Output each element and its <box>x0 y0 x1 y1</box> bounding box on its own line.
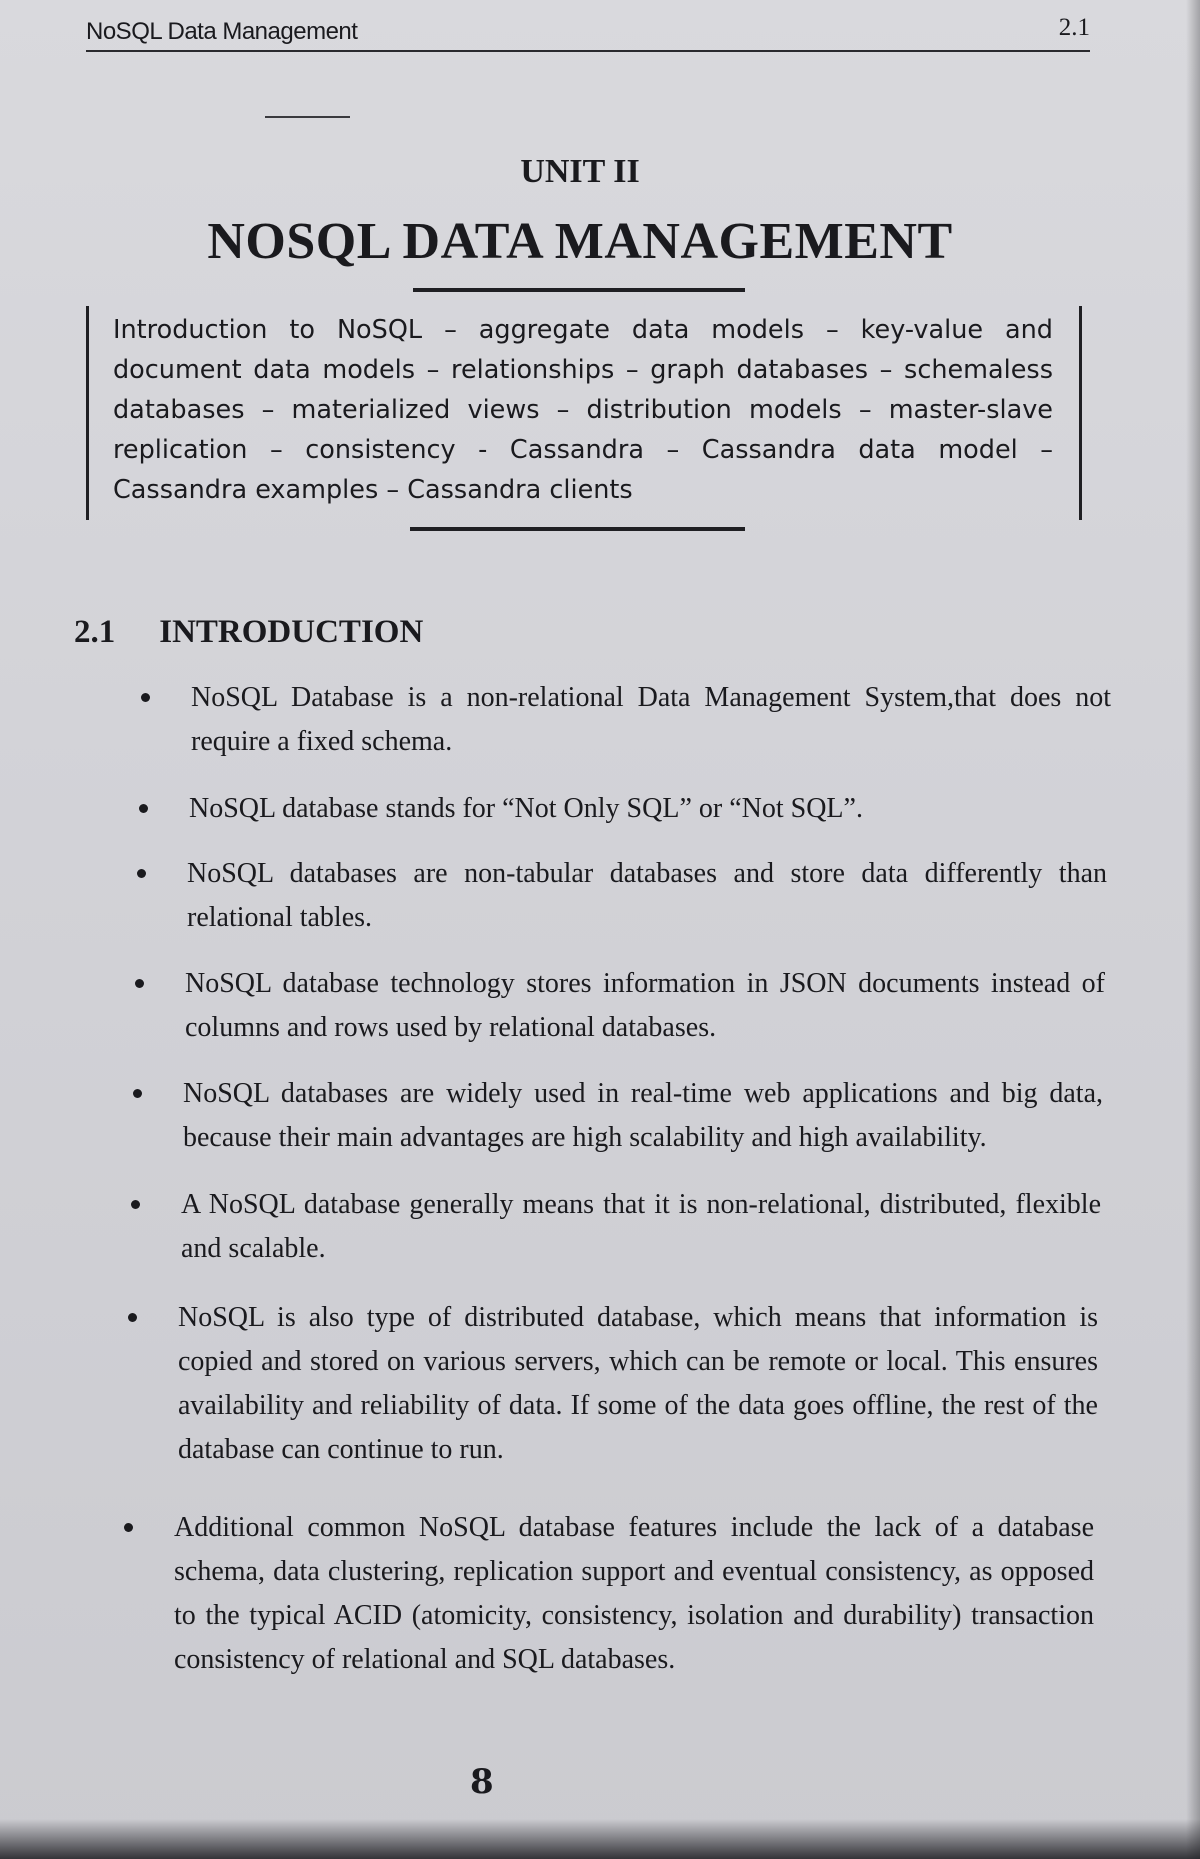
bullet-text: NoSQL database stands for “Not Only SQL” or “Not SQL”. <box>189 793 863 824</box>
running-header <box>86 14 1090 52</box>
bullet-item <box>181 1183 1101 1271</box>
bullet-item <box>189 787 1109 831</box>
bullet-dot-icon <box>139 804 148 813</box>
section-title: INTRODUCTION <box>159 614 424 650</box>
bullet-dot-icon <box>141 693 150 702</box>
bullet-dot-icon <box>131 1200 140 1209</box>
rule-top <box>413 288 745 292</box>
chapter-title: NOSQL DATA MANAGEMENT <box>207 213 953 270</box>
running-title: NoSQL Data Management <box>86 18 358 45</box>
page-number: 2.1 <box>1058 14 1090 41</box>
page-mark: 8 <box>470 1762 494 1802</box>
bullet-text: NoSQL is also type of distributed database, which means that information is copied and stored on various servers, which can be remote or local. This ensures availability and reliability of data. If some of the data goes offline, the rest of the database can continue to run. <box>178 1302 1098 1465</box>
dash-mark <box>265 116 350 118</box>
bullet-text: NoSQL Database is a non-relational Data Management System,that does not require a fixed schema. <box>191 682 1111 757</box>
bullet-item <box>174 1506 1094 1682</box>
topics-box <box>86 306 1082 520</box>
bullet-dot-icon <box>128 1313 137 1322</box>
bullet-text: NoSQL database technology stores information in JSON documents instead of columns and rows used by relational databases. <box>185 968 1105 1043</box>
bullet-item <box>187 852 1107 940</box>
bullet-item <box>191 676 1111 764</box>
rule-bottom <box>410 527 745 531</box>
topics-text: Introduction to NoSQL – aggregate data models – key-value and document data models – relationships – graph databases – schemaless databases – materialized views – distribution models – master-slave replication – consistency - Cassandra – Cassandra data model – Cassandra examples – Cassandra clients <box>113 315 1053 505</box>
page-edge-shadow <box>1186 0 1200 1859</box>
bullet-text: NoSQL databases are non-tabular databases and store data differently than relational tables. <box>187 858 1107 933</box>
bullet-dot-icon <box>124 1523 133 1532</box>
bullet-text: Additional common NoSQL database features include the lack of a database schema, data clustering, replication support and eventual consistency, as opposed to the typical ACID (atomicity, consistency, isolation and durability) transaction consistency of relational and SQL databases. <box>174 1512 1094 1675</box>
bullet-item <box>178 1296 1098 1472</box>
unit-label: UNIT II <box>520 153 640 190</box>
bullet-text: A NoSQL database generally means that it is non-relational, distributed, flexible and scalable. <box>181 1189 1101 1264</box>
section-heading <box>74 614 423 651</box>
bullet-text: NoSQL databases are widely used in real-time web applications and big data, because their main advantages are high scalability and high availability. <box>183 1078 1103 1153</box>
bullet-dot-icon <box>137 869 146 878</box>
bullet-dot-icon <box>133 1089 142 1098</box>
bullet-item <box>183 1072 1103 1160</box>
section-number: 2.1 <box>74 614 116 650</box>
bullet-dot-icon <box>135 979 144 988</box>
bullet-item <box>185 962 1105 1050</box>
